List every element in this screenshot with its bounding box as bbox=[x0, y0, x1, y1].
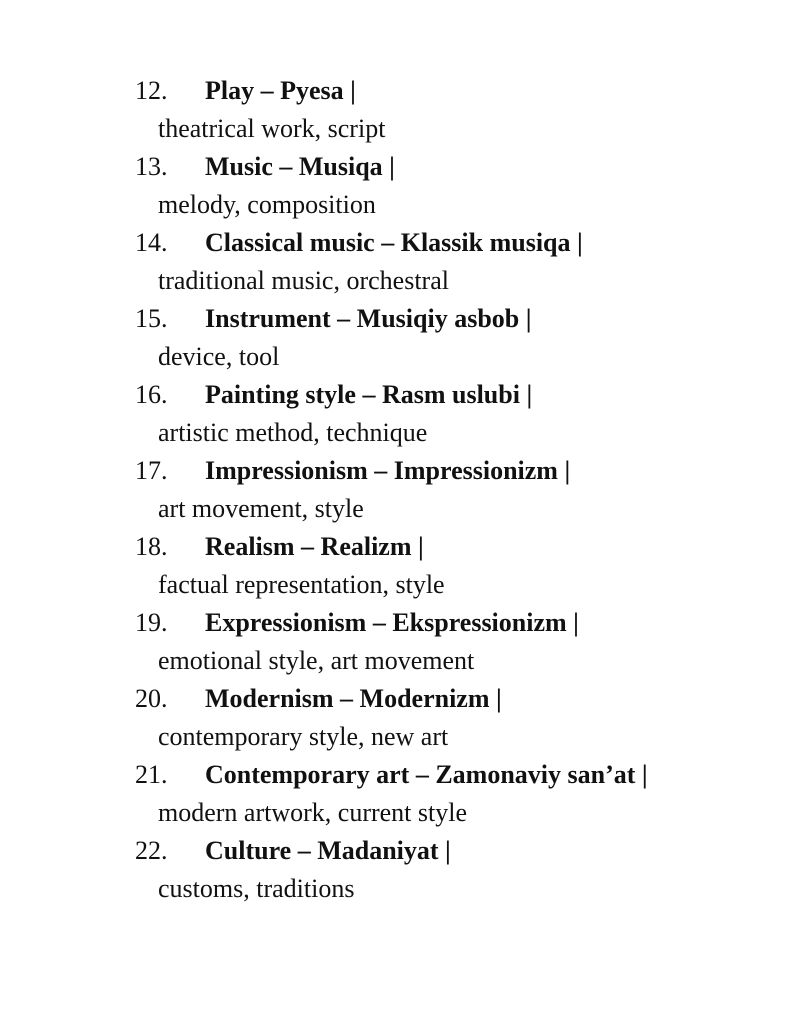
entry-definition: customs, traditions bbox=[158, 874, 355, 903]
entry-number: 15. bbox=[135, 304, 168, 333]
entry-heading bbox=[0, 680, 800, 718]
entry-heading bbox=[0, 224, 800, 262]
entry-number: 18. bbox=[135, 532, 168, 561]
entry-definition: emotional style, art movement bbox=[158, 646, 475, 675]
entry-definition: modern artwork, current style bbox=[158, 798, 468, 827]
entry-term: Painting style – Rasm uslubi | bbox=[205, 380, 533, 409]
entry-heading bbox=[0, 832, 800, 870]
entry-number: 22. bbox=[135, 836, 168, 865]
glossary-entry bbox=[0, 300, 800, 376]
entry-definition: artistic method, technique bbox=[158, 418, 428, 447]
glossary-entry bbox=[0, 72, 800, 148]
entry-definition: device, tool bbox=[158, 342, 280, 371]
entry-definition: art movement, style bbox=[158, 494, 364, 523]
entry-heading bbox=[0, 604, 800, 642]
glossary-entry bbox=[0, 376, 800, 452]
entry-number: 16. bbox=[135, 380, 168, 409]
glossary-list bbox=[0, 72, 800, 908]
glossary-entry bbox=[0, 528, 800, 604]
glossary-entry bbox=[0, 452, 800, 528]
entry-heading bbox=[0, 148, 800, 186]
glossary-entry bbox=[0, 680, 800, 756]
entry-term: Instrument – Musiqiy asbob | bbox=[205, 304, 532, 333]
entry-term: Play – Pyesa | bbox=[205, 76, 356, 105]
entry-term: Music – Musiqa | bbox=[205, 152, 395, 181]
entry-number: 19. bbox=[135, 608, 168, 637]
entry-definition: traditional music, orchestral bbox=[158, 266, 449, 295]
entry-term: Classical music – Klassik musiqa | bbox=[205, 228, 583, 257]
entry-definition: factual representation, style bbox=[158, 570, 445, 599]
entry-number: 17. bbox=[135, 456, 168, 485]
glossary-entry bbox=[0, 604, 800, 680]
entry-term: Expressionism – Ekspressionizm | bbox=[205, 608, 579, 637]
entry-term: Culture – Madaniyat | bbox=[205, 836, 451, 865]
entry-heading bbox=[0, 72, 800, 110]
entry-definition: melody, composition bbox=[158, 190, 376, 219]
entry-term: Contemporary art – Zamonaviy san’at | bbox=[205, 760, 648, 789]
entry-number: 12. bbox=[135, 76, 168, 105]
entry-definition: contemporary style, new art bbox=[158, 722, 449, 751]
entry-number: 21. bbox=[135, 760, 168, 789]
entry-heading bbox=[0, 528, 800, 566]
glossary-entry bbox=[0, 832, 800, 908]
entry-definition: theatrical work, script bbox=[158, 114, 386, 143]
entry-term: Modernism – Modernizm | bbox=[205, 684, 502, 713]
glossary-entry bbox=[0, 756, 800, 832]
entry-number: 14. bbox=[135, 228, 168, 257]
entry-term: Impressionism – Impressionizm | bbox=[205, 456, 571, 485]
entry-heading bbox=[0, 300, 800, 338]
entry-heading bbox=[0, 452, 800, 490]
entry-number: 20. bbox=[135, 684, 168, 713]
glossary-entry bbox=[0, 148, 800, 224]
glossary-entry bbox=[0, 224, 800, 300]
entry-number: 13. bbox=[135, 152, 168, 181]
entry-term: Realism – Realizm | bbox=[205, 532, 424, 561]
entry-heading bbox=[0, 756, 800, 794]
entry-heading bbox=[0, 376, 800, 414]
